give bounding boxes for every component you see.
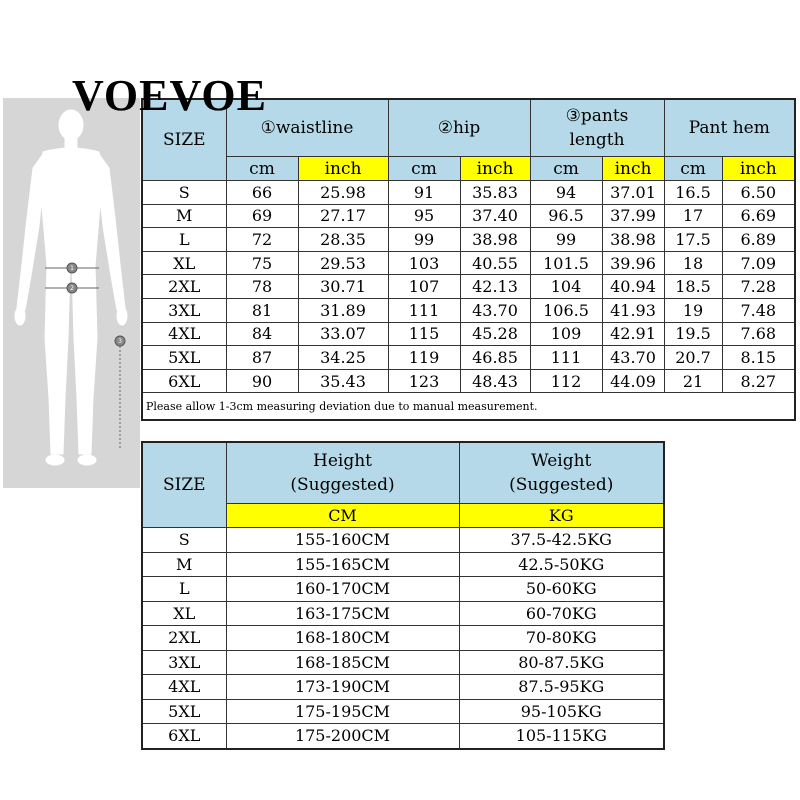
table-cell: 101.5	[530, 251, 602, 275]
size-cell: 2XL	[142, 626, 226, 651]
table-row	[142, 650, 664, 675]
table-cell: 87.5-95KG	[459, 675, 664, 700]
table-cell: 91	[388, 181, 460, 205]
table-cell: 84	[226, 322, 298, 346]
table-cell: 28.35	[298, 228, 388, 252]
size-header: SIZE	[142, 99, 226, 181]
table-cell: 99	[388, 228, 460, 252]
table-cell: 43.70	[460, 298, 530, 322]
table-cell: 40.55	[460, 251, 530, 275]
table-cell: 8.27	[722, 369, 795, 393]
size-cell: 3XL	[142, 298, 226, 322]
measurement-note: Please allow 1-3cm measuring deviation due to manual measurement.	[142, 393, 795, 421]
waistline-header: ①waistline	[226, 99, 388, 157]
table-cell: 60-70KG	[459, 601, 664, 626]
unit-cm: cm	[530, 157, 602, 181]
table-cell: 37.01	[602, 181, 664, 205]
table-cell: 6.69	[722, 204, 795, 228]
size-cell: M	[142, 552, 226, 577]
size-cell: 5XL	[142, 699, 226, 724]
table-cell: 41.93	[602, 298, 664, 322]
table-cell: 7.09	[722, 251, 795, 275]
size-cell: M	[142, 204, 226, 228]
suggested-size-table	[141, 441, 665, 750]
table-cell: 29.53	[298, 251, 388, 275]
table-cell: 31.89	[298, 298, 388, 322]
measurement-table	[141, 98, 796, 421]
table-cell: 163-175CM	[226, 601, 459, 626]
table-row	[142, 601, 664, 626]
table-cell: 175-200CM	[226, 724, 459, 749]
table-cell: 45.28	[460, 322, 530, 346]
table-cell: 155-160CM	[226, 528, 459, 553]
table-cell: 111	[388, 298, 460, 322]
table-cell: 168-180CM	[226, 626, 459, 651]
size-header: SIZE	[142, 442, 226, 528]
table-cell: 99	[530, 228, 602, 252]
table-cell: 96.5	[530, 204, 602, 228]
table-cell: 78	[226, 275, 298, 299]
table-cell: 21	[664, 369, 722, 393]
height-header-line2: (Suggested)	[290, 475, 395, 495]
unit-cm: cm	[388, 157, 460, 181]
table-cell: 42.5-50KG	[459, 552, 664, 577]
table-cell: 17.5	[664, 228, 722, 252]
pants-length-header	[530, 99, 664, 157]
table-cell: 95-105KG	[459, 699, 664, 724]
table-cell: 44.09	[602, 369, 664, 393]
weight-header-line2: (Suggested)	[509, 475, 614, 495]
table-cell: 111	[530, 346, 602, 370]
table-cell: 18.5	[664, 275, 722, 299]
table-row	[142, 204, 795, 228]
table-cell: 75	[226, 251, 298, 275]
table-cell: 39.96	[602, 251, 664, 275]
table-cell: 87	[226, 346, 298, 370]
weight-header-line1: Weight	[531, 451, 592, 471]
unit-inch: inch	[602, 157, 664, 181]
table-cell: 50-60KG	[459, 577, 664, 602]
table-cell: 70-80KG	[459, 626, 664, 651]
hip-header: ②hip	[388, 99, 530, 157]
table-cell: 16.5	[664, 181, 722, 205]
table-cell: 37.5-42.5KG	[459, 528, 664, 553]
table-cell: 119	[388, 346, 460, 370]
table-cell: 94	[530, 181, 602, 205]
table-row	[142, 251, 795, 275]
table-cell: 7.28	[722, 275, 795, 299]
table-cell: 66	[226, 181, 298, 205]
table-cell: 173-190CM	[226, 675, 459, 700]
table-cell: 37.40	[460, 204, 530, 228]
table-cell: 40.94	[602, 275, 664, 299]
table-cell: 43.70	[602, 346, 664, 370]
table-cell: 19	[664, 298, 722, 322]
table-cell: 37.99	[602, 204, 664, 228]
table-cell: 160-170CM	[226, 577, 459, 602]
table-cell: 42.13	[460, 275, 530, 299]
weight-unit: KG	[459, 504, 664, 528]
size-cell: XL	[142, 251, 226, 275]
table-cell: 107	[388, 275, 460, 299]
marker-label-3: 3	[118, 338, 122, 345]
size-cell: 6XL	[142, 724, 226, 749]
table-cell: 6.50	[722, 181, 795, 205]
weight-header	[459, 442, 664, 504]
table-row	[142, 275, 795, 299]
size-cell: 5XL	[142, 346, 226, 370]
table-cell: 112	[530, 369, 602, 393]
table-row	[142, 577, 664, 602]
table-row	[142, 298, 795, 322]
table-cell: 20.7	[664, 346, 722, 370]
height-unit: CM	[226, 504, 459, 528]
table-cell: 95	[388, 204, 460, 228]
table-row	[142, 528, 664, 553]
pants-length-line2: length	[569, 130, 625, 150]
table-row	[142, 675, 664, 700]
table-cell: 69	[226, 204, 298, 228]
size-cell: S	[142, 528, 226, 553]
table-cell: 168-185CM	[226, 650, 459, 675]
unit-inch: inch	[460, 157, 530, 181]
table-row	[142, 322, 795, 346]
table-row	[142, 181, 795, 205]
size-cell: S	[142, 181, 226, 205]
table-cell: 34.25	[298, 346, 388, 370]
table-cell: 8.15	[722, 346, 795, 370]
table-row	[142, 228, 795, 252]
table-cell: 35.83	[460, 181, 530, 205]
unit-inch: inch	[722, 157, 795, 181]
table-cell: 81	[226, 298, 298, 322]
pant-hem-header: Pant hem	[664, 99, 795, 157]
table-cell: 7.48	[722, 298, 795, 322]
size-cell: 4XL	[142, 675, 226, 700]
human-silhouette-icon	[3, 98, 140, 488]
size-cell: L	[142, 577, 226, 602]
marker-label-2: 2	[70, 285, 74, 292]
table-cell: 155-165CM	[226, 552, 459, 577]
table-cell: 42.91	[602, 322, 664, 346]
size-cell: 3XL	[142, 650, 226, 675]
size-cell: L	[142, 228, 226, 252]
table-row	[142, 552, 664, 577]
table-row	[142, 724, 664, 749]
table-cell: 33.07	[298, 322, 388, 346]
table-cell: 38.98	[602, 228, 664, 252]
marker-label-1: 1	[70, 265, 74, 272]
table-cell: 103	[388, 251, 460, 275]
table-cell: 115	[388, 322, 460, 346]
table-cell: 35.43	[298, 369, 388, 393]
table-cell: 48.43	[460, 369, 530, 393]
size-cell: XL	[142, 601, 226, 626]
table-cell: 30.71	[298, 275, 388, 299]
table-cell: 175-195CM	[226, 699, 459, 724]
table-cell: 46.85	[460, 346, 530, 370]
table-cell: 7.68	[722, 322, 795, 346]
table-cell: 6.89	[722, 228, 795, 252]
table-row	[142, 699, 664, 724]
table-row	[142, 626, 664, 651]
size-cell: 4XL	[142, 322, 226, 346]
unit-inch: inch	[298, 157, 388, 181]
table-cell: 72	[226, 228, 298, 252]
size-cell: 2XL	[142, 275, 226, 299]
pants-length-line1: ③pants	[565, 106, 629, 126]
table-cell: 106.5	[530, 298, 602, 322]
unit-cm: cm	[226, 157, 298, 181]
table-row	[142, 346, 795, 370]
table-cell: 105-115KG	[459, 724, 664, 749]
table-cell: 90	[226, 369, 298, 393]
table-cell: 104	[530, 275, 602, 299]
height-header-line1: Height	[313, 451, 372, 471]
table-cell: 19.5	[664, 322, 722, 346]
table-row	[142, 369, 795, 393]
table-cell: 109	[530, 322, 602, 346]
table-cell: 38.98	[460, 228, 530, 252]
body-measurement-figure	[3, 98, 140, 488]
table-cell: 18	[664, 251, 722, 275]
size-cell: 6XL	[142, 369, 226, 393]
brand-logo: VOEVOE	[72, 71, 267, 120]
unit-cm: cm	[664, 157, 722, 181]
height-header	[226, 442, 459, 504]
table-cell: 25.98	[298, 181, 388, 205]
table-cell: 17	[664, 204, 722, 228]
table-cell: 123	[388, 369, 460, 393]
table-cell: 80-87.5KG	[459, 650, 664, 675]
table-cell: 27.17	[298, 204, 388, 228]
